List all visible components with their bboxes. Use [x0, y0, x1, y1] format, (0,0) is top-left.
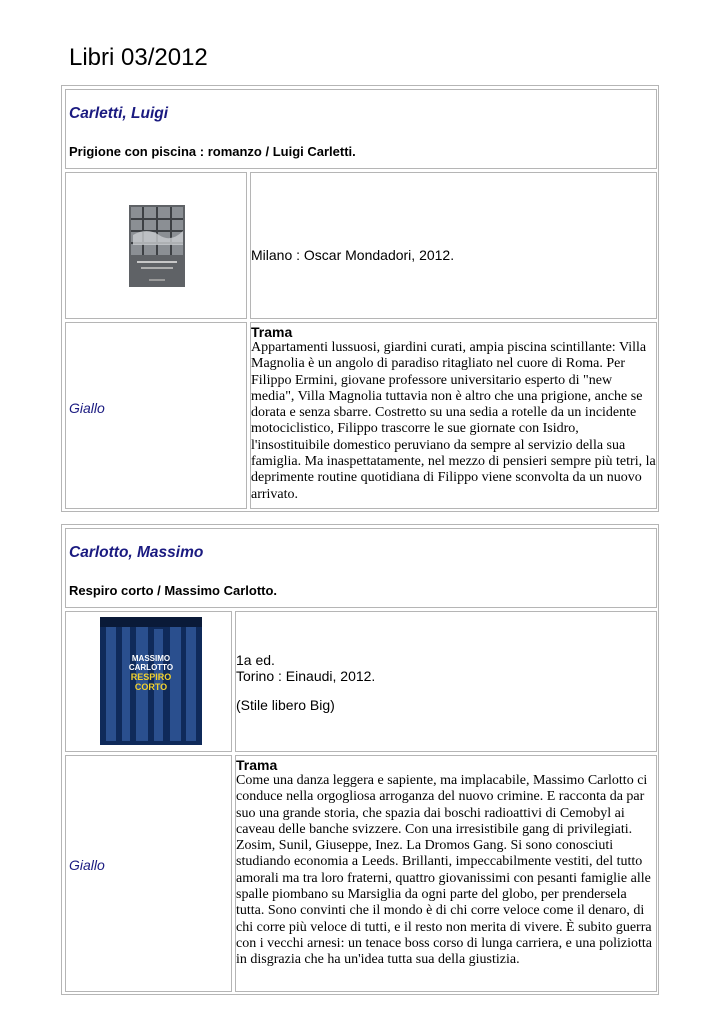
author-heading: Carletti, Luigi [69, 105, 169, 122]
genre-cell [65, 755, 232, 992]
cover-text: MASSIMO [131, 654, 171, 663]
book-entry [61, 85, 659, 512]
trama-cell [250, 322, 657, 509]
header-cell [65, 89, 657, 169]
author-heading: Carlotto, Massimo [69, 544, 204, 561]
genre-label: Giallo [69, 400, 105, 416]
publication-cell [235, 611, 657, 752]
cover-text: CARLOTTO [128, 663, 174, 672]
publication-info: Milano : Oscar Mondadori, 2012. [251, 247, 455, 263]
genre-label: Giallo [69, 857, 105, 873]
book-title: Prigione con piscina : romanzo / Luigi Carletti. [69, 144, 356, 159]
publication-info: Torino : Einaudi, 2012. [236, 668, 376, 684]
trama-heading: Trama [236, 757, 278, 773]
cover-text: CORTO [134, 682, 168, 692]
trama-text: Come una danza leggera e sapiente, ma implacabile, Massimo Carlotto ci conduce nella orgogliosa arroganza del nuovo crimine. E racconta da par suo una grande storia, che spazia dai boschi radioattivi di Cemobyl ai caveau delle banche svizzere. Con una irresistibile gang di privilegiati. Zosim, Sunil, Giuseppe, Inez. La Dromos Gang. Si sono conosciuti studiando economia a Leeds. Brillanti, impeccabilmente vestiti, del tutto amorali ma tra loro fraterni, quattro giovanissimi con pesanti famiglie alle spalle piombano su Marsiglia da ogni parte del globo, per prendersela tutta. Sono convinti che il mondo è di chi corre veloce come il denaro, di chi corre più veloce di tutti, e il resto non merita di vivere. È subito guerra con i vecchi arnesi: un tenace boss corso di lunga carriera, e una poliziotta in disgrazia che ha un'idea tutta sua della giustizia. [236, 773, 652, 968]
book-entry [61, 524, 659, 995]
edition-info: 1a ed. [236, 652, 275, 668]
cover-cell [65, 172, 247, 319]
publication-cell [250, 172, 657, 319]
cover-text: RESPIRO [130, 672, 172, 682]
book-cover-image [100, 617, 202, 745]
series-info: (Stile libero Big) [236, 697, 335, 713]
trama-heading: Trama [251, 324, 293, 340]
cover-cell [65, 611, 232, 752]
genre-cell [65, 322, 247, 509]
book-cover-image [129, 205, 185, 287]
book-title: Respiro corto / Massimo Carlotto. [69, 583, 278, 598]
header-cell [65, 528, 657, 608]
page-title: Libri 03/2012 [69, 44, 208, 71]
trama-text: Appartamenti lussuosi, giardini curati, ampia piscina scintillante: Villa Magnolia è un angolo di paradiso ritagliato nel cuore di Roma. Per Filippo Ermini, giovane professore universitario esperto di "new media", Villa Magnolia tuttavia non è altro che una prigione, anche se dorata e senza sbarre. Costretto su una sedia a rotelle da un incidente motociclistico, Filippo trascorre le sue giornate con Isidro, l'insostituibile domestico peruviano da sempre al servizio della sua famiglia. Ma inaspettatamente, nel mezzo di pensieri sempre più tetri, la deprimente routine quotidiana di Filippo viene sconvolta da un nuovo arrivato. [251, 340, 656, 502]
trama-cell [235, 755, 657, 992]
